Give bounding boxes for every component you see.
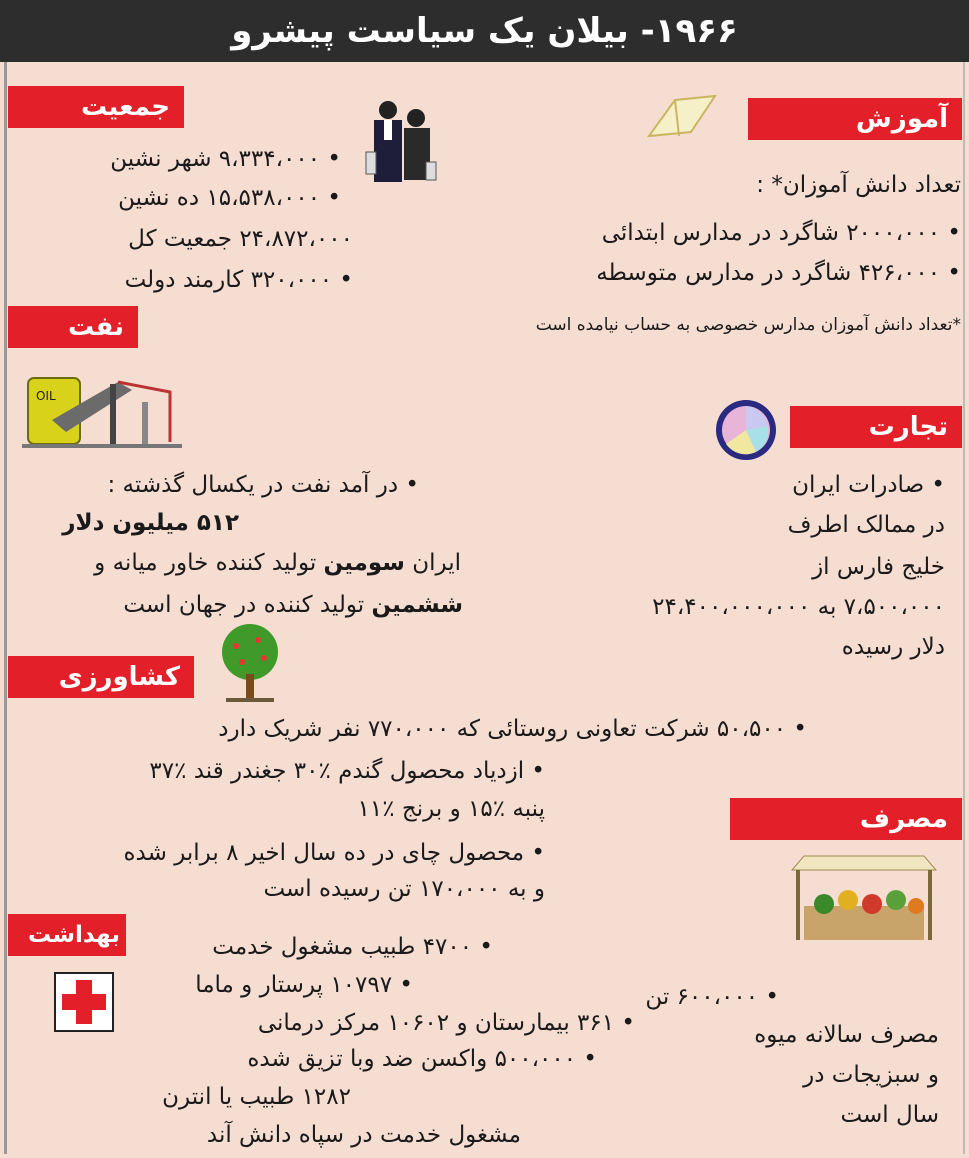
population-heading: جمعیت (8, 86, 184, 128)
trade-line-5: دلار رسیده (841, 634, 945, 660)
trade-heading: تجارت (790, 406, 962, 448)
education-secondary: • ۴۲۶،۰۰۰ شاگرد در مدارس متوسطه (596, 258, 961, 288)
couple-icon (360, 96, 440, 190)
consumption-line-4: سال است (840, 1102, 939, 1128)
health-heading: بهداشت (8, 914, 126, 956)
education-footnote: *تعداد دانش آموزان مدارس خصوصی به حساب نیامده است (535, 315, 961, 335)
consumption-heading: مصرف (730, 798, 962, 840)
oil-revenue-value: ۵۱۲ میلیون دلار (62, 510, 239, 536)
trade-line-3: خلیج فارس از (812, 554, 945, 580)
market-stall-icon (784, 848, 944, 948)
health-interns: ۱۲۸۲ طبیب یا انترن (162, 1084, 351, 1110)
oil-rank-middle-east: ایران سومین تولید کننده خاور میانه و (94, 550, 461, 576)
oil-revenue-label: • در آمد نفت در یکسال گذشته : (107, 470, 419, 500)
population-total: ۲۴،۸۷۲،۰۰۰ جمعیت کل (128, 226, 353, 252)
trade-line-2: در ممالک اطرف (787, 512, 945, 538)
page-title: ۱۹۶۶- بیلان یک سیاست پیشرو (0, 0, 969, 62)
consumption-line-2: مصرف سالانه میوه (754, 1022, 939, 1048)
trade-line-4: ۷،۵۰۰،۰۰۰ به ۲۴،۴۰۰،۰۰۰،۰۰۰ (652, 594, 945, 620)
agriculture-tea: • محصول چای در ده سال اخیر ۸ برابر شده (123, 838, 545, 868)
health-nurses: • ۱۰۷۹۷ پرستار و ماما (195, 970, 413, 1000)
agriculture-cooperatives: • ۵۰،۵۰۰ شرکت تعاونی روستائی که ۷۷۰،۰۰۰ نفر شریک دارد (218, 714, 807, 744)
tree-icon (212, 622, 288, 704)
oil-barrel-pumpjack-icon (22, 362, 182, 452)
oil-heading: نفت (8, 306, 138, 348)
agriculture-tea-total: و به ۱۷۰،۰۰۰ تن رسیده است (263, 876, 545, 902)
population-rural: • ۱۵،۵۳۸،۰۰۰ ده نشین (118, 183, 341, 213)
consumption-amount: • ۶۰۰،۰۰۰ تن (645, 982, 779, 1012)
book-icon (645, 92, 719, 144)
agriculture-heading: کشاورزی (8, 656, 194, 698)
education-primary: • ۲۰۰۰،۰۰۰ شاگرد در مدارس ابتدائی (602, 218, 961, 248)
oil-rank-world: ششمین تولید کننده در جهان است (123, 592, 463, 618)
health-knowledge-corps: مشغول خدمت در سپاه دانش آند (206, 1122, 521, 1148)
population-civil-servants: • ۳۲۰،۰۰۰ کارمند دولت (125, 265, 353, 295)
health-physicians: • ۴۷۰۰ طبیب مشغول خدمت (212, 932, 493, 962)
population-urban: • ۹،۳۳۴،۰۰۰ شهر نشین (110, 144, 341, 174)
pie-chart-icon (712, 396, 780, 464)
red-cross-icon (54, 972, 114, 1032)
education-intro: تعداد دانش آموزان* : (756, 172, 961, 198)
health-vaccines: • ۵۰۰،۰۰۰ واکسن ضد وبا تزیق شده (247, 1044, 597, 1074)
health-hospitals: • ۳۶۱ بیمارستان و ۱۰۶۰۲ مرکز درمانی (258, 1008, 635, 1038)
oil-barrel-text: OIL (36, 389, 56, 403)
agriculture-yield-increase: • ازدیاد محصول گندم ٪۳۰ جغندر قند ٪۳۷ (149, 756, 545, 786)
trade-line-1: • صادرات ایران (792, 470, 945, 500)
agriculture-cotton-rice: پنبه ٪۱۵ و برنج ٪۱۱ (357, 796, 545, 822)
consumption-line-3: و سبزیجات در (803, 1062, 939, 1088)
education-heading: آموزش (748, 98, 962, 140)
